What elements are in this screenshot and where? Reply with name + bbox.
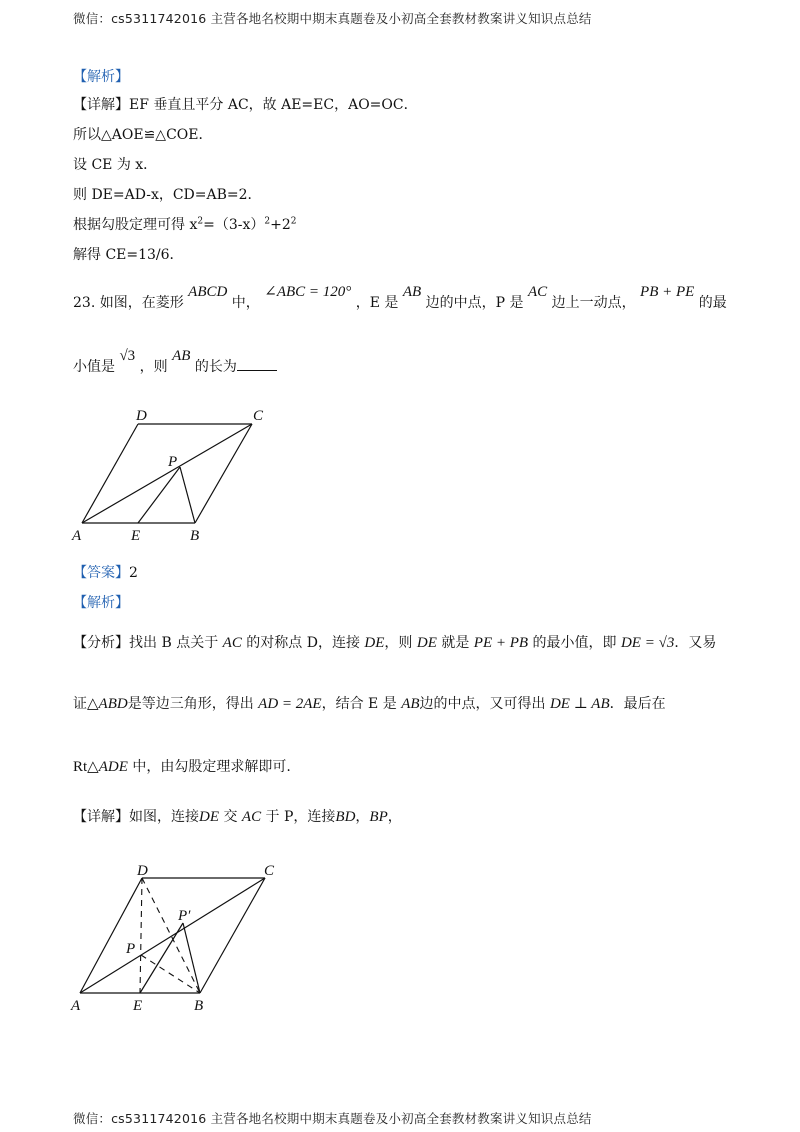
fx1-de2: DE: [416, 635, 437, 651]
q23-text-c: ，E 是: [355, 295, 399, 311]
label-p-prime: P′: [178, 908, 191, 924]
q23-l2-a: 小值是: [73, 359, 115, 375]
q23-ac: AC: [527, 284, 548, 300]
side-ad: [82, 424, 138, 523]
q23-sqrt3: √3: [119, 348, 136, 364]
q23-text-b: 中，: [231, 295, 260, 311]
fx2-e: ．最后在: [609, 696, 666, 712]
xj-ac: AC: [241, 809, 262, 825]
q22-l5-sup2: 2: [264, 216, 271, 227]
segment-pe: [138, 467, 180, 523]
xj-b: 交: [223, 809, 238, 825]
fenxi-line-3: [73, 756, 291, 776]
fx1-ac: AC: [222, 635, 242, 651]
xj-bp: BP: [369, 809, 388, 825]
q23-text-a: 23. 如图，在菱形: [73, 295, 184, 311]
fenxi-tag: 【分析】: [73, 635, 129, 651]
q23-text-f: 的最: [698, 295, 727, 311]
side-bc: [195, 424, 252, 523]
fx1-b: 的对称点 D，连接: [246, 635, 360, 651]
q22-l5-sup3: 2: [290, 216, 297, 227]
label-e: E: [133, 998, 143, 1014]
fx1-sum: PE + PB: [473, 635, 529, 651]
label-d: D: [136, 408, 147, 424]
q22-l5-a: 根据勾股定理可得 x: [73, 217, 198, 233]
xj-c: 于 P，连接: [265, 809, 336, 825]
q23-l2-c: 的长为: [194, 359, 237, 375]
diagonal-ac: [82, 424, 252, 523]
answer-line: [73, 562, 138, 582]
figure-rhombus-1: [60, 400, 290, 550]
answer-value: 2: [129, 565, 138, 581]
analysis-tag: 【解析】: [73, 69, 129, 85]
q23-text-d: 边的中点，P 是: [425, 295, 524, 311]
q22-line-6: 解得 CE=13/6．: [73, 247, 184, 263]
fx3-rt: Rt△: [73, 759, 99, 775]
q23-question-line-1: [73, 284, 727, 312]
fx3-ade: ADE: [98, 759, 128, 775]
q22-l5-c: +2: [270, 217, 291, 233]
q22-line-2: 所以△AOE≌△COE．: [73, 127, 213, 143]
detail-tag: 【详解】: [73, 97, 129, 113]
side-ad: [80, 878, 142, 993]
xiangjie-line: [73, 806, 402, 826]
fx1-f: ．又易: [674, 635, 717, 651]
fx2-tri: △ABD: [87, 696, 128, 712]
fx1-a: 找出 B 点关于: [129, 635, 219, 651]
page-footer: 微信：cs5311742016 主营各地名校期中期末真题卷及小初高全套教材教案讲义知识点总结: [73, 1111, 592, 1126]
q23-l2-ab: AB: [172, 348, 191, 364]
label-p: P: [126, 941, 136, 957]
fx1-e: 的最小值，即: [532, 635, 617, 651]
fx2-eq: AD = 2AE: [258, 696, 322, 712]
fx1-eq: DE = √3: [620, 635, 675, 651]
fenxi-line-1: [73, 632, 716, 652]
q23-sum: PB + PE: [640, 284, 695, 300]
xj-d: ，: [355, 809, 370, 825]
fx1-d: 就是: [441, 635, 470, 651]
q22-line-3: 设 CE 为 x．: [73, 157, 158, 173]
xj-e: ，: [387, 809, 402, 825]
analysis-tag-2: 【解析】: [73, 595, 129, 611]
q23-question-line-2: [73, 348, 277, 376]
label-d: D: [137, 863, 148, 879]
dashed-de: [140, 878, 142, 993]
xj-a: 如图，连接: [129, 809, 199, 825]
fx2-ab: AB: [401, 696, 420, 712]
label-e: E: [131, 528, 141, 544]
fx2-b: 是等边三角形，得出: [127, 696, 254, 712]
page-header: 微信：cs5311742016 主营各地名校期中期末真题卷及小初高全套教材教案讲义知识点总结: [73, 11, 592, 26]
label-c: C: [253, 408, 264, 424]
q22-l5-b: =（3-x）: [203, 217, 265, 233]
answer-blank: [237, 358, 277, 371]
q22-l5-sup1: 2: [197, 216, 204, 227]
segment-p-prime-e: [140, 923, 183, 993]
q23-rhombus-name: ABCD: [188, 284, 228, 300]
q22-detail-text: EF 垂直且平分 AC，故 AE=EC，AO=OC．: [129, 97, 418, 113]
q22-detail-line: [73, 94, 418, 114]
label-a: A: [72, 528, 82, 544]
q23-text-e: 边上一动点，: [551, 295, 636, 311]
fx2-perp: DE ⊥ AB: [549, 696, 610, 712]
label-b: B: [190, 528, 200, 544]
xj-bd: BD: [335, 809, 356, 825]
segment-pb: [180, 467, 195, 523]
label-b: B: [194, 998, 204, 1014]
dashed-pb: [141, 955, 200, 993]
fenxi-line-2: [73, 693, 666, 713]
q23-ab: AB: [402, 284, 422, 300]
q23-angle: ∠ABC = 120°: [264, 284, 352, 300]
figure-rhombus-2: [60, 860, 300, 1020]
answer-tag: 【答案】: [73, 565, 129, 581]
fx2-d: 边的中点，又可得出: [419, 696, 546, 712]
label-p: P: [168, 454, 178, 470]
fx1-c: ，则: [384, 635, 413, 651]
xiangjie-tag: 【详解】: [73, 809, 129, 825]
q23-l2-b: ，则: [139, 359, 168, 375]
fx3-b: 中，由勾股定理求解即可.: [132, 759, 291, 775]
label-a: A: [71, 998, 81, 1014]
segment-p-prime-b: [183, 923, 200, 993]
q22-line-5: [73, 214, 296, 234]
fx2-a: 证: [73, 696, 87, 712]
fx1-de: DE: [364, 635, 385, 651]
xj-de: DE: [199, 809, 219, 825]
fx2-c: ，结合 E 是: [321, 696, 397, 712]
q22-line-4: 则 DE=AD-x，CD=AB=2．: [73, 187, 262, 203]
side-bc: [200, 878, 265, 993]
label-c: C: [264, 863, 275, 879]
